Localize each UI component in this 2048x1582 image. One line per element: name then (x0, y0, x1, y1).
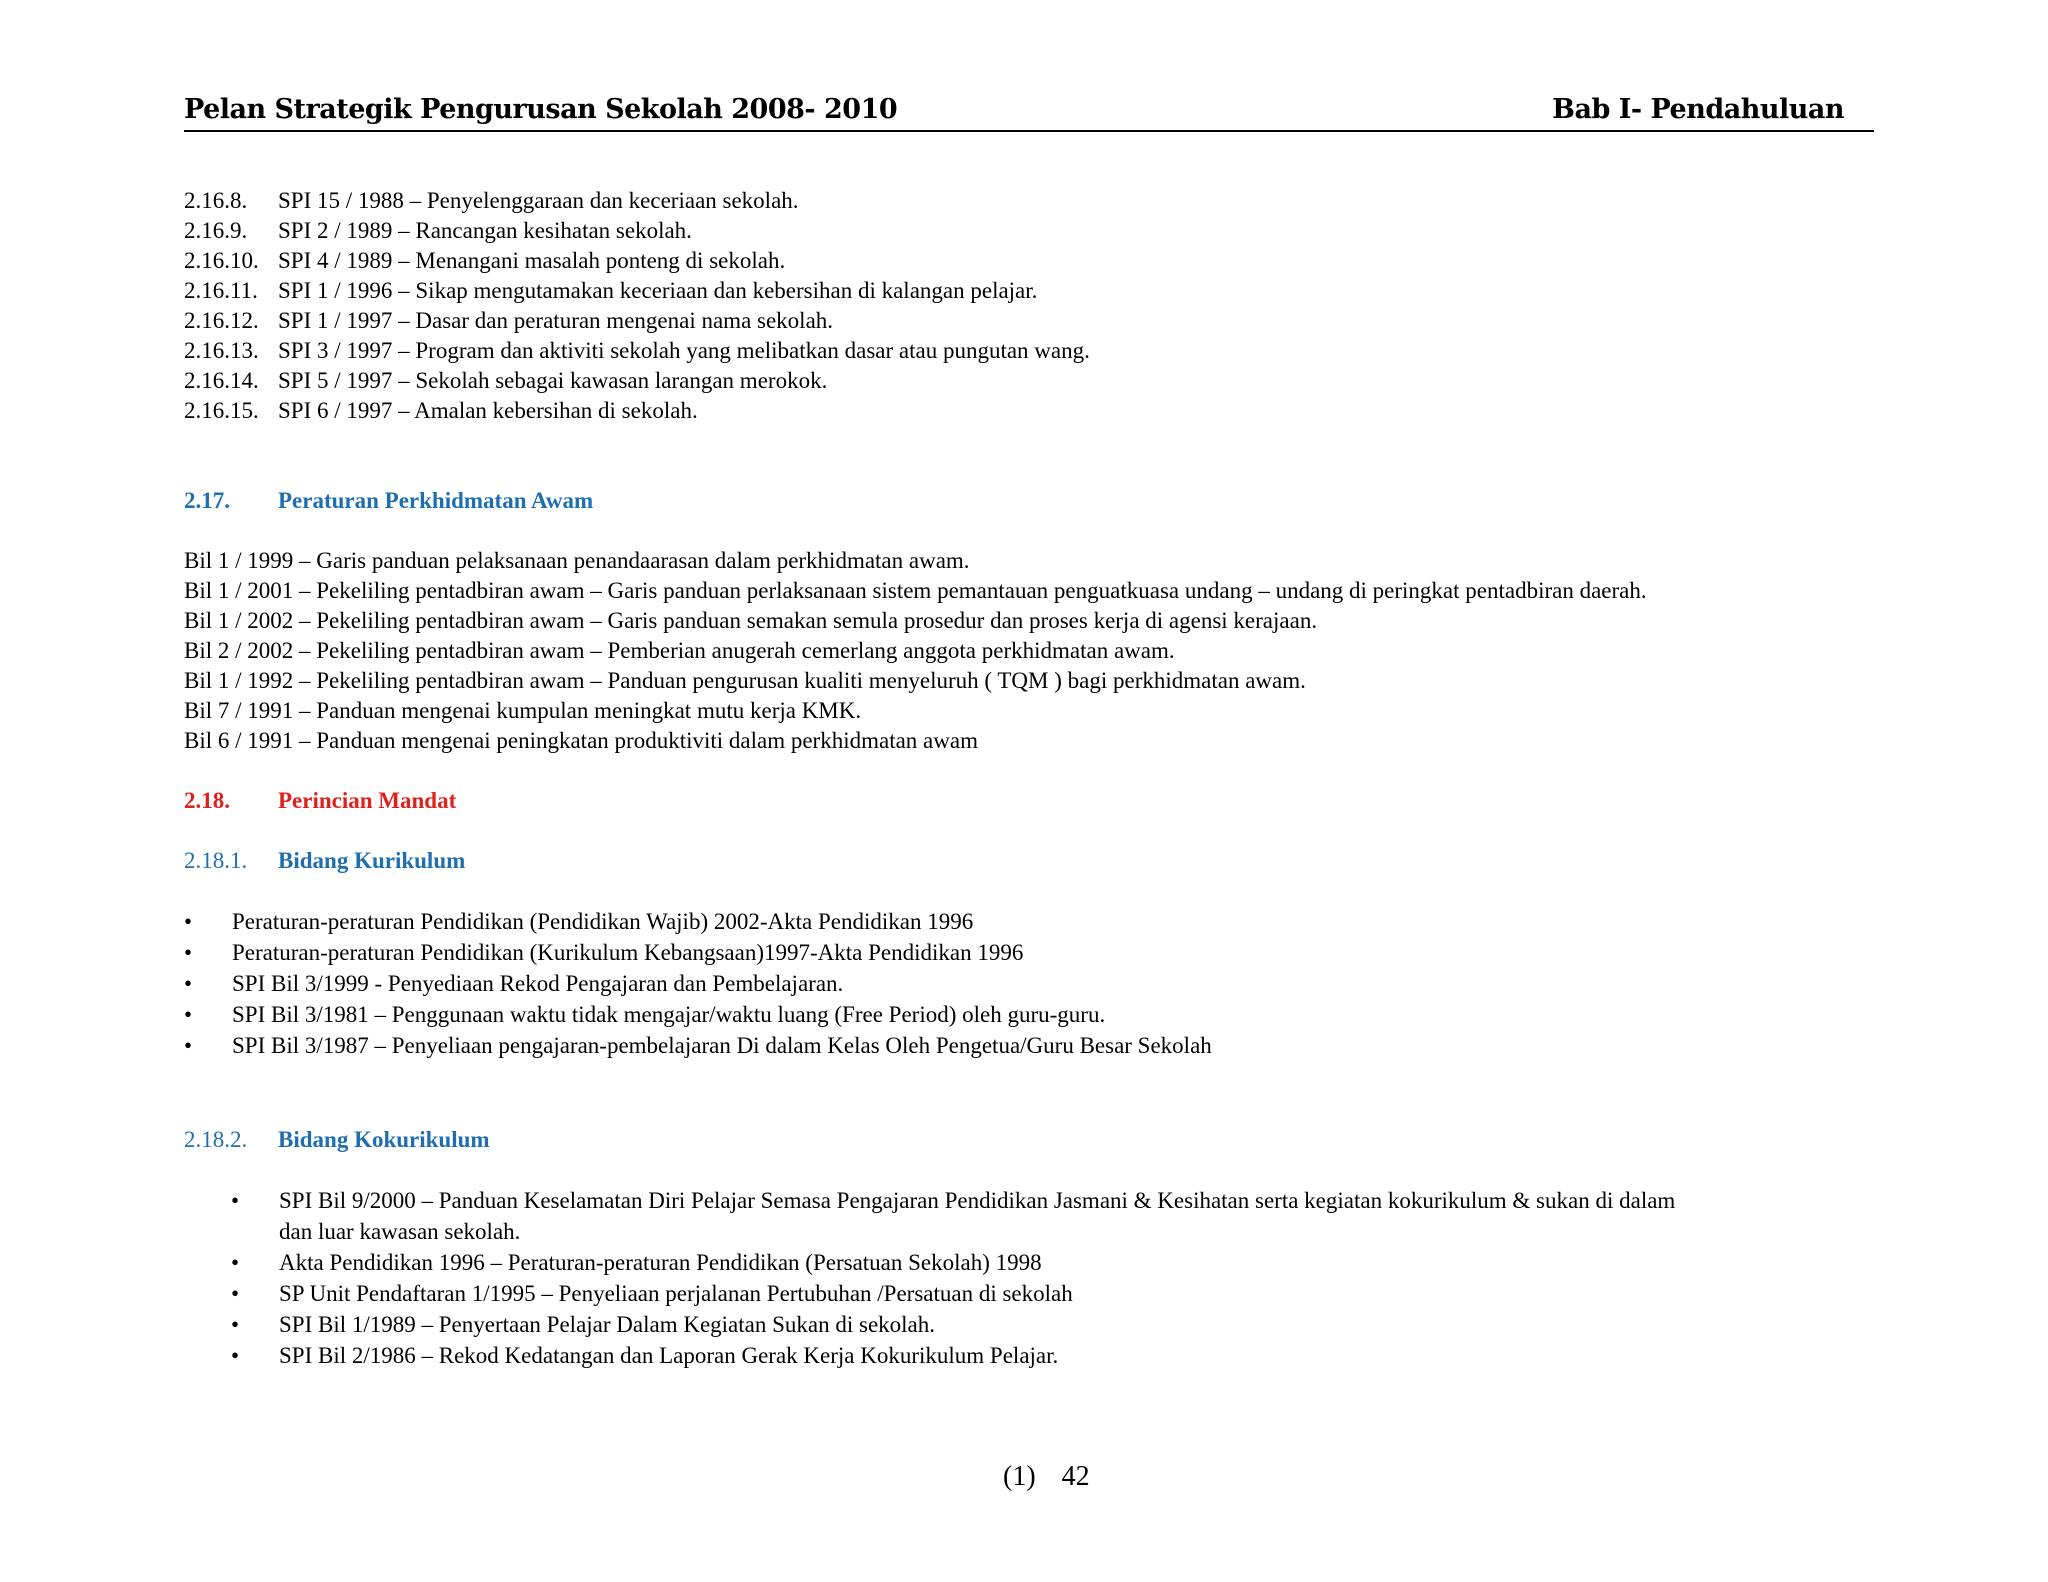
list-item (184, 396, 698, 426)
bullet-icon: • (231, 1250, 240, 1275)
item-number: 2.16.13. (184, 338, 259, 363)
section-heading-2-17 (184, 486, 593, 516)
footer-section: (1) (1003, 1461, 1036, 1492)
item-text: SPI 1 / 1997 – Dasar dan peraturan mengenai nama sekolah. (278, 308, 834, 333)
list-item (184, 216, 692, 246)
bullet-item (184, 969, 843, 999)
subsection-title: Bidang Kokurikulum (278, 1127, 490, 1152)
header-title: Pelan Strategik Pengurusan Sekolah 2008- 2010 (184, 94, 898, 125)
bullet-icon: • (231, 1281, 240, 1306)
bullet-text: Akta Pendidikan 1996 – Peraturan-peraturan Pendidikan (Persatuan Sekolah) 1998 (279, 1250, 1042, 1275)
page-footer (1003, 1461, 1090, 1493)
bullet-text: Peraturan-peraturan Pendidikan (Kurikulum Kebangsaan)1997-Akta Pendidikan 1996 (232, 940, 1024, 965)
list-item (184, 186, 799, 216)
item-number: 2.16.12. (184, 308, 259, 333)
bullet-item (184, 938, 1023, 968)
list-item: Bil 1 / 1999 – Garis panduan pelaksanaan penandaarasan dalam perkhidmatan awam. (184, 548, 970, 573)
bullet-text: SPI Bil 2/1986 – Rekod Kedatangan dan Laporan Gerak Kerja Kokurikulum Pelajar. (279, 1343, 1059, 1368)
bullet-icon: • (184, 1002, 193, 1027)
section-title: Peraturan Perkhidmatan Awam (278, 488, 594, 513)
bullet-item (231, 1310, 935, 1340)
item-text: SPI 15 / 1988 – Penyelenggaraan dan keceriaan sekolah. (278, 188, 799, 213)
list-item (184, 276, 1037, 306)
subsection-number: 2.18.1. (184, 848, 248, 873)
section-number: 2.17. (184, 488, 230, 513)
item-number: 2.16.11. (184, 278, 258, 303)
bullet-item (184, 1031, 1212, 1061)
item-number: 2.16.10. (184, 248, 259, 273)
bullet-text: SPI Bil 3/1987 – Penyeliaan pengajaran-pembelajaran Di dalam Kelas Oleh Pengetua/Guru Besar Sekolah (232, 1033, 1212, 1058)
bullet-item (231, 1248, 1042, 1278)
list-item: Bil 1 / 1992 – Pekeliling pentadbiran awam – Panduan pengurusan kualiti menyeluruh ( TQM ) bagi perkhidmatan awam. (184, 668, 1306, 693)
bullet-text: SPI Bil 3/1981 – Penggunaan waktu tidak mengajar/waktu luang (Free Period) oleh guru-guru. (232, 1002, 1106, 1027)
subsection-heading-2-18-1 (184, 846, 465, 876)
section-title: Perincian Mandat (278, 788, 457, 813)
bullet-text: Peraturan-peraturan Pendidikan (Pendidikan Wajib) 2002-Akta Pendidikan 1996 (232, 909, 974, 934)
bullet-item (231, 1341, 1058, 1371)
item-text: SPI 2 / 1989 – Rancangan kesihatan sekolah. (278, 218, 692, 243)
subsection-heading-2-18-2 (184, 1125, 490, 1155)
list-item: Bil 1 / 2002 – Pekeliling pentadbiran awam – Garis panduan semakan semula prosedur dan proses kerja di agensi kerajaan. (184, 608, 1318, 633)
section-number: 2.18. (184, 788, 230, 813)
page-number: 42 (1061, 1461, 1090, 1492)
header-chapter: Bab I- Pendahuluan (1552, 94, 1844, 125)
bullet-text: SPI Bil 1/1989 – Penyertaan Pelajar Dalam Kegiatan Sukan di sekolah. (279, 1312, 936, 1337)
item-text: SPI 4 / 1989 – Menangani masalah ponteng di sekolah. (278, 248, 786, 273)
item-number: 2.16.14. (184, 368, 259, 393)
bullet-text: SPI Bil 9/2000 – Panduan Keselamatan Diri Pelajar Semasa Pengajaran Pendidikan Jasmani & Kesihatan serta kegiatan kokurikulum & sukan di dalam (279, 1188, 1676, 1213)
item-number: 2.16.8. (184, 188, 248, 213)
list-item (184, 366, 827, 396)
bullet-icon: • (184, 909, 193, 934)
bullet-icon: • (231, 1312, 240, 1337)
bullet-icon: • (184, 940, 193, 965)
bullet-item (184, 1000, 1105, 1030)
bullet-icon: • (184, 1033, 193, 1058)
list-item: Bil 7 / 1991 – Panduan mengenai kumpulan meningkat mutu kerja KMK. (184, 698, 862, 723)
bullet-item (231, 1186, 1675, 1216)
page-header (184, 94, 1874, 132)
subsection-title: Bidang Kurikulum (278, 848, 466, 873)
list-item: Bil 2 / 2002 – Pekeliling pentadbiran awam – Pemberian anugerah cemerlang anggota perkhidmatan awam. (184, 638, 1175, 663)
item-text: SPI 6 / 1997 – Amalan kebersihan di sekolah. (278, 398, 698, 423)
bullet-text-continued: dan luar kawasan sekolah. (279, 1219, 521, 1244)
bullet-text: SPI Bil 3/1999 - Penyediaan Rekod Pengajaran dan Pembelajaran. (232, 971, 844, 996)
section-heading-2-18 (184, 786, 456, 816)
bullet-icon: • (231, 1343, 240, 1368)
item-text: SPI 3 / 1997 – Program dan aktiviti sekolah yang melibatkan dasar atau pungutan wang. (278, 338, 1090, 363)
list-item (184, 336, 1090, 366)
item-number: 2.16.9. (184, 218, 248, 243)
subsection-number: 2.18.2. (184, 1127, 248, 1152)
bullet-icon: • (184, 971, 193, 996)
item-text: SPI 5 / 1997 – Sekolah sebagai kawasan larangan merokok. (278, 368, 828, 393)
list-item: Bil 6 / 1991 – Panduan mengenai peningkatan produktiviti dalam perkhidmatan awam (184, 728, 978, 753)
bullet-text: SP Unit Pendaftaran 1/1995 – Penyeliaan perjalanan Pertubuhan /Persatuan di sekolah (279, 1281, 1073, 1306)
bullet-item (231, 1279, 1073, 1309)
item-number: 2.16.15. (184, 398, 259, 423)
list-item (184, 306, 833, 336)
list-item: Bil 1 / 2001 – Pekeliling pentadbiran awam – Garis panduan perlaksanaan sistem pemantauan penguatkuasa undang – undang di peringkat pentadbiran daerah. (184, 578, 1647, 603)
list-item (184, 246, 785, 276)
bullet-icon: • (231, 1188, 240, 1213)
bullet-item (184, 907, 973, 937)
item-text: SPI 1 / 1996 – Sikap mengutamakan keceriaan dan kebersihan di kalangan pelajar. (278, 278, 1038, 303)
